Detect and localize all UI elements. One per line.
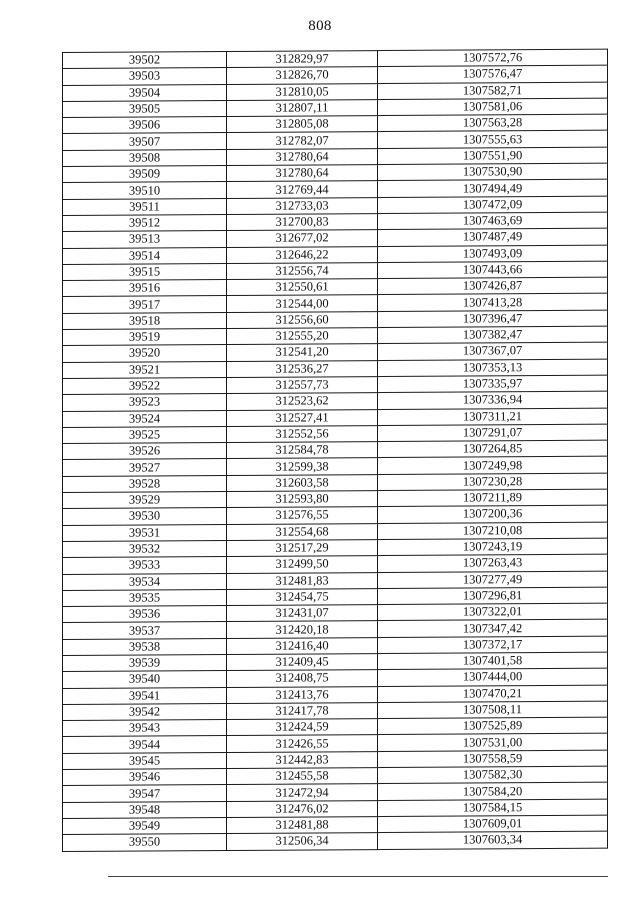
point-number-cell: 39549 [63,817,227,834]
x-coordinate-cell: 312576,55 [227,507,378,524]
y-coordinate-cell: 1307563,28 [378,114,608,132]
x-coordinate-cell: 312677,02 [227,230,378,247]
point-number-cell: 39531 [63,524,227,541]
x-coordinate-cell: 312552,56 [227,425,378,442]
x-coordinate-cell: 312733,03 [227,197,378,214]
point-number-cell: 39536 [63,606,227,623]
point-number-cell: 39510 [63,182,227,199]
y-coordinate-cell: 1307372,17 [378,636,608,654]
y-coordinate-cell: 1307263,43 [378,554,608,572]
y-coordinate-cell: 1307584,20 [378,783,608,801]
y-coordinate-cell: 1307508,11 [378,701,608,719]
x-coordinate-cell: 312544,00 [227,295,378,312]
x-coordinate-cell: 312810,05 [227,83,378,100]
footer-rule [108,876,608,877]
y-coordinate-cell: 1307249,98 [378,457,608,475]
x-coordinate-cell: 312826,70 [227,67,378,84]
y-coordinate-cell: 1307322,01 [378,603,608,621]
x-coordinate-cell: 312536,27 [227,360,378,377]
y-coordinate-cell: 1307211,89 [378,489,608,507]
point-number-cell: 39514 [63,247,227,264]
x-coordinate-cell: 312416,40 [227,637,378,654]
x-coordinate-cell: 312550,61 [227,279,378,296]
y-coordinate-cell: 1307603,34 [378,831,608,849]
y-coordinate-cell: 1307531,00 [378,734,608,752]
point-number-cell: 39534 [63,573,227,590]
point-number-cell: 39515 [63,263,227,280]
x-coordinate-cell: 312455,58 [227,768,378,785]
x-coordinate-cell: 312593,80 [227,491,378,508]
x-coordinate-cell: 312700,83 [227,214,378,231]
y-coordinate-cell: 1307584,15 [378,799,608,817]
y-coordinate-cell: 1307243,19 [378,538,608,556]
x-coordinate-cell: 312541,20 [227,344,378,361]
point-number-cell: 39517 [63,296,227,313]
x-coordinate-cell: 312481,88 [227,817,378,834]
x-coordinate-cell: 312454,75 [227,588,378,605]
point-number-cell: 39513 [63,231,227,248]
x-coordinate-cell: 312424,59 [227,719,378,736]
page-number: 808 [308,18,332,34]
x-coordinate-cell: 312555,20 [227,328,378,345]
x-coordinate-cell: 312472,94 [227,784,378,801]
x-coordinate-cell: 312603,58 [227,474,378,491]
point-number-cell: 39550 [63,834,227,851]
y-coordinate-cell: 1307581,06 [378,98,608,116]
point-number-cell: 39541 [63,687,227,704]
point-number-cell: 39509 [63,166,227,183]
y-coordinate-cell: 1307230,28 [378,473,608,491]
point-number-cell: 39505 [63,100,227,117]
x-coordinate-cell: 312556,74 [227,262,378,279]
x-coordinate-cell: 312557,73 [227,377,378,394]
y-coordinate-cell: 1307347,42 [378,620,608,638]
y-coordinate-cell: 1307558,59 [378,750,608,768]
point-number-cell: 39508 [63,149,227,166]
point-number-cell: 39530 [63,508,227,525]
point-number-cell: 39525 [63,426,227,443]
y-coordinate-cell: 1307200,36 [378,505,608,523]
x-coordinate-cell: 312829,97 [227,51,378,68]
point-number-cell: 39538 [63,638,227,655]
x-coordinate-cell: 312523,62 [227,393,378,410]
y-coordinate-cell: 1307335,97 [378,375,608,393]
point-number-cell: 39518 [63,312,227,329]
point-number-cell: 39528 [63,475,227,492]
y-coordinate-cell: 1307396,47 [378,310,608,328]
y-coordinate-cell: 1307382,47 [378,326,608,344]
y-coordinate-cell: 1307576,47 [378,65,608,83]
x-coordinate-cell: 312782,07 [227,132,378,149]
x-coordinate-cell: 312807,11 [227,99,378,116]
y-coordinate-cell: 1307582,71 [378,82,608,100]
point-number-cell: 39542 [63,703,227,720]
point-number-cell: 39507 [63,133,227,150]
point-number-cell: 39526 [63,443,227,460]
point-number-cell: 39524 [63,410,227,427]
y-coordinate-cell: 1307555,63 [378,131,608,149]
point-number-cell: 39540 [63,671,227,688]
point-number-cell: 39545 [63,752,227,769]
point-number-cell: 39535 [63,589,227,606]
x-coordinate-cell: 312584,78 [227,442,378,459]
y-coordinate-cell: 1307401,58 [378,652,608,670]
x-coordinate-cell: 312527,41 [227,409,378,426]
coordinates-table-body [63,49,608,851]
point-number-cell: 39539 [63,654,227,671]
point-number-cell: 39519 [63,329,227,346]
x-coordinate-cell: 312556,60 [227,311,378,328]
x-coordinate-cell: 312476,02 [227,800,378,817]
y-coordinate-cell: 1307530,90 [378,163,608,181]
point-number-cell: 39503 [63,68,227,85]
y-coordinate-cell: 1307609,01 [378,815,608,833]
y-coordinate-cell: 1307210,08 [378,522,608,540]
point-number-cell: 39543 [63,720,227,737]
y-coordinate-cell: 1307296,81 [378,587,608,605]
x-coordinate-cell: 312506,34 [227,833,378,850]
y-coordinate-cell: 1307463,69 [378,212,608,230]
y-coordinate-cell: 1307443,66 [378,261,608,279]
x-coordinate-cell: 312409,45 [227,654,378,671]
point-number-cell: 39522 [63,377,227,394]
x-coordinate-cell: 312599,38 [227,458,378,475]
x-coordinate-cell: 312646,22 [227,246,378,263]
y-coordinate-cell: 1307336,94 [378,391,608,409]
point-number-cell: 39506 [63,117,227,134]
x-coordinate-cell: 312517,29 [227,539,378,556]
y-coordinate-cell: 1307311,21 [378,408,608,426]
y-coordinate-cell: 1307572,76 [378,49,608,67]
point-number-cell: 39546 [63,769,227,786]
y-coordinate-cell: 1307367,07 [378,343,608,361]
x-coordinate-cell: 312408,75 [227,670,378,687]
point-number-cell: 39547 [63,785,227,802]
x-coordinate-cell: 312442,83 [227,751,378,768]
x-coordinate-cell: 312780,64 [227,165,378,182]
x-coordinate-cell: 312417,78 [227,702,378,719]
point-number-cell: 39533 [63,557,227,574]
point-number-cell: 39523 [63,394,227,411]
x-coordinate-cell: 312780,64 [227,148,378,165]
point-number-cell: 39521 [63,361,227,378]
y-coordinate-cell: 1307551,90 [378,147,608,165]
point-number-cell: 39548 [63,801,227,818]
y-coordinate-cell: 1307494,49 [378,180,608,198]
point-number-cell: 39520 [63,345,227,362]
y-coordinate-cell: 1307353,13 [378,359,608,377]
x-coordinate-cell: 312481,83 [227,572,378,589]
x-coordinate-cell: 312426,55 [227,735,378,752]
x-coordinate-cell: 312769,44 [227,181,378,198]
y-coordinate-cell: 1307413,28 [378,294,608,312]
point-number-cell: 39529 [63,492,227,509]
y-coordinate-cell: 1307291,07 [378,424,608,442]
x-coordinate-cell: 312420,18 [227,621,378,638]
x-coordinate-cell: 312499,50 [227,556,378,573]
y-coordinate-cell: 1307264,85 [378,440,608,458]
point-number-cell: 39532 [63,540,227,557]
point-number-cell: 39504 [63,84,227,101]
y-coordinate-cell: 1307444,00 [378,668,608,686]
y-coordinate-cell: 1307487,49 [378,228,608,246]
point-number-cell: 39512 [63,214,227,231]
table-row [63,831,608,851]
y-coordinate-cell: 1307472,09 [378,196,608,214]
y-coordinate-cell: 1307277,49 [378,571,608,589]
y-coordinate-cell: 1307426,87 [378,277,608,295]
x-coordinate-cell: 312805,08 [227,116,378,133]
point-number-cell: 39511 [63,198,227,215]
x-coordinate-cell: 312431,07 [227,605,378,622]
y-coordinate-cell: 1307582,30 [378,766,608,784]
point-number-cell: 39516 [63,280,227,297]
y-coordinate-cell: 1307470,21 [378,685,608,703]
y-coordinate-cell: 1307493,09 [378,245,608,263]
point-number-cell: 39544 [63,736,227,753]
coordinates-table [62,49,608,852]
x-coordinate-cell: 312554,68 [227,523,378,540]
x-coordinate-cell: 312413,76 [227,686,378,703]
point-number-cell: 39527 [63,459,227,476]
y-coordinate-cell: 1307525,89 [378,717,608,735]
point-number-cell: 39502 [63,51,227,68]
point-number-cell: 39537 [63,622,227,639]
